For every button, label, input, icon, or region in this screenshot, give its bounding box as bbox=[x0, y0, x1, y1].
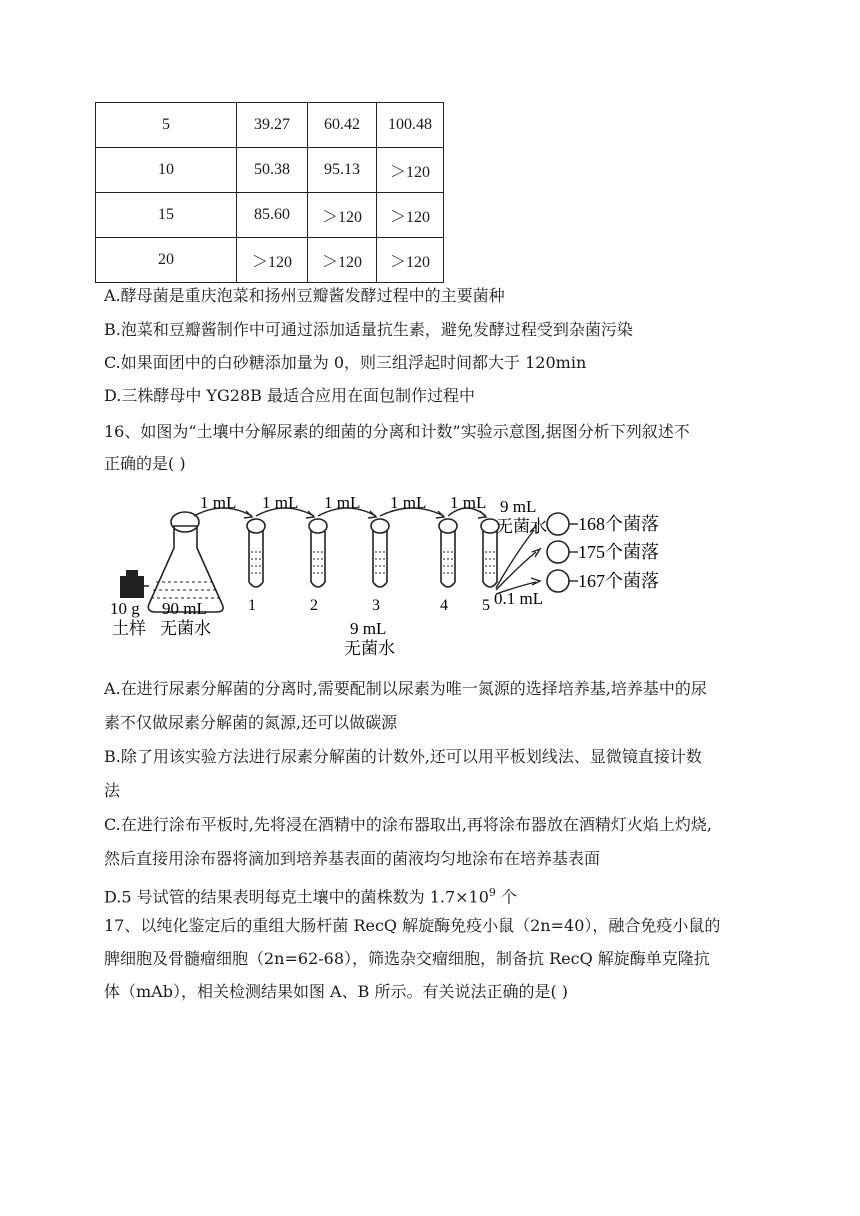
table-cell: ＞120 bbox=[377, 193, 444, 238]
q16-option-c-line2: 然后直接用涂布器将滴加到培养基表面的菌液均匀地涂布在培养基表面 bbox=[104, 849, 601, 868]
q16-option-b-line2: 法 bbox=[104, 781, 121, 800]
q16-option-a-line1: A.在进行尿素分解菌的分离时,需要配制以尿素为唯一氮源的选择培养基,培养基中的尿 bbox=[104, 679, 707, 698]
test-tube-1 bbox=[247, 519, 265, 587]
tube-number-3: 3 bbox=[372, 597, 380, 614]
flask-water-label: 无菌水 bbox=[160, 619, 211, 638]
q15-option-a: A.酵母菌是重庆泡菜和扬州豆瓣酱发酵过程中的主要菌种 bbox=[104, 286, 505, 305]
q16-option-d bbox=[104, 877, 764, 913]
q16-option-b-line1: B.除了用该实验方法进行尿素分解菌的计数外,还可以用平板划线法、显微镜直接计数 bbox=[104, 747, 702, 766]
flask bbox=[148, 512, 223, 612]
plate-3 bbox=[547, 570, 569, 592]
table-cell: 20 bbox=[96, 238, 237, 283]
last-tube-water-volume: 9 mL bbox=[500, 497, 537, 516]
colony-count-2: 175个菌落 bbox=[578, 542, 659, 562]
plating-volume: 0.1 mL bbox=[494, 589, 544, 608]
table-row bbox=[96, 103, 444, 148]
q17-line3: 体（mAb），相关检测结果如图 A、B 所示。有关说法正确的是( ) bbox=[104, 982, 569, 1001]
table-cell: 50.38 bbox=[237, 148, 308, 193]
q16-option-d-tail: 个 bbox=[495, 887, 518, 907]
q16-stem-line2: 正确的是( ) bbox=[104, 454, 186, 473]
q17-line2: 脾细胞及骨髓瘤细胞（2n=62-68），筛选杂交瘤细胞，制备抗 RecQ 解旋酶单克隆抗 bbox=[104, 949, 710, 968]
flask-water-volume: 90 mL bbox=[162, 599, 207, 618]
colony-count-1: 168个菌落 bbox=[578, 514, 659, 534]
transfer-label-1: 1 mL bbox=[200, 493, 237, 512]
last-tube-water-label: 无菌水 bbox=[496, 517, 547, 536]
dilution-figure bbox=[104, 486, 704, 661]
table-cell: ＞120 bbox=[377, 238, 444, 283]
colony-count-3: 167个菌落 bbox=[578, 571, 659, 591]
q17-line1: 17、以纯化鉴定后的重组大肠杆菌 RecQ 解旋酶免疫小鼠（2n=40），融合免疫小鼠的 bbox=[104, 916, 721, 935]
table-cell: 100.48 bbox=[377, 103, 444, 148]
q16-option-d-text: D.5 号试管的结果表明每克土壤中的菌株数为 1.7×10 bbox=[104, 887, 489, 907]
table-cell: ＞120 bbox=[308, 193, 377, 238]
plate-2 bbox=[547, 541, 569, 563]
tube-number-5: 5 bbox=[482, 597, 490, 614]
tube-number-4: 4 bbox=[440, 597, 448, 614]
table-cell: ＞120 bbox=[308, 238, 377, 283]
transfer-label-2: 1 mL bbox=[262, 493, 299, 512]
plate-1 bbox=[547, 513, 569, 535]
table-cell: 5 bbox=[96, 103, 237, 148]
data-table bbox=[95, 102, 444, 283]
table-cell: 15 bbox=[96, 193, 237, 238]
tube-number-2: 2 bbox=[310, 597, 318, 614]
q16-option-d-exponent: 9 bbox=[488, 886, 496, 899]
tube-water-label: 无菌水 bbox=[344, 639, 395, 658]
test-tube-4 bbox=[439, 519, 457, 587]
transfer-label-4: 1 mL bbox=[390, 493, 427, 512]
table-cell: ＞120 bbox=[237, 238, 308, 283]
soil-sample-icon bbox=[120, 570, 149, 598]
q15-option-d: D.三株酵母中 YG28B 最适合应用在面包制作过程中 bbox=[104, 386, 475, 405]
transfer-label-3: 1 mL bbox=[324, 493, 361, 512]
tube-water-volume: 9 mL bbox=[350, 619, 387, 638]
plating-arrows bbox=[496, 526, 540, 594]
table-row bbox=[96, 193, 444, 238]
tube-number-1: 1 bbox=[248, 597, 256, 614]
test-tube-2 bbox=[309, 519, 327, 587]
table-cell: 39.27 bbox=[237, 103, 308, 148]
table-row bbox=[96, 238, 444, 283]
q16-option-a-line2: 素不仅做尿素分解菌的氮源,还可以做碳源 bbox=[104, 713, 398, 732]
table-cell: 60.42 bbox=[308, 103, 377, 148]
q15-option-c: C.如果面团中的白砂糖添加量为 0，则三组浮起时间都大于 120min bbox=[104, 353, 587, 372]
test-tube-3 bbox=[371, 519, 389, 587]
table-row bbox=[96, 148, 444, 193]
table-cell: ＞120 bbox=[377, 148, 444, 193]
table-cell: 10 bbox=[96, 148, 237, 193]
q16-stem-line1: 16、如图为“土壤中分解尿素的细菌的分离和计数”实验示意图,据图分析下列叙述不 bbox=[104, 422, 690, 441]
table-cell: 85.60 bbox=[237, 193, 308, 238]
flask-label-mass: 10 g bbox=[110, 599, 140, 618]
table-cell: 95.13 bbox=[308, 148, 377, 193]
q16-option-c-line1: C.在进行涂布平板时,先将浸在酒精中的涂布器取出,再将涂布器放在酒精灯火焰上灼烧, bbox=[104, 815, 713, 834]
flask-label-soil: 土样 bbox=[112, 619, 146, 638]
transfer-label-5: 1 mL bbox=[450, 493, 487, 512]
q15-option-b: B.泡菜和豆瓣酱制作中可通过添加适量抗生素，避免发酵过程受到杂菌污染 bbox=[104, 320, 633, 339]
